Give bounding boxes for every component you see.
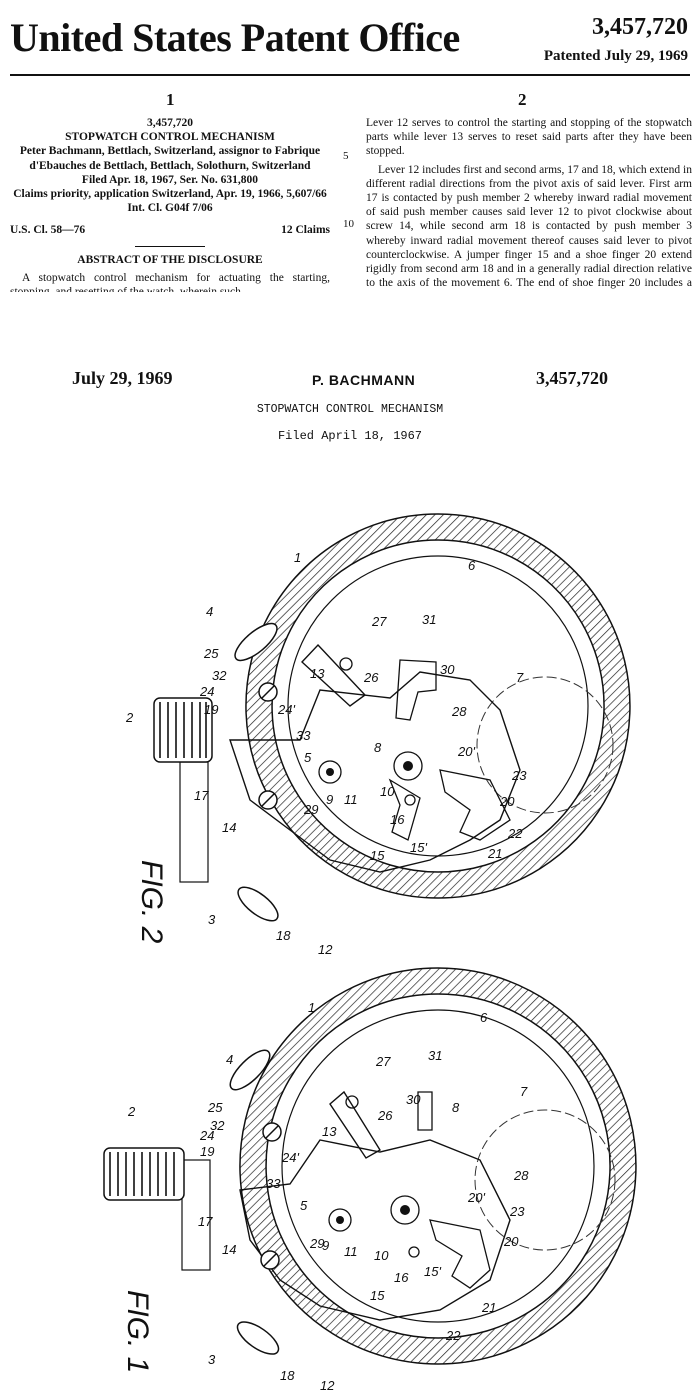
- fig-1-label: FIG. 1: [121, 1290, 154, 1374]
- int-cl-line: Int. Cl. G04f 7/06: [127, 202, 213, 215]
- ref-4: 4: [226, 1052, 234, 1067]
- patented-date: Patented July 29, 1969: [543, 48, 688, 64]
- ref-5: 5: [304, 750, 312, 765]
- ref-8: 8: [452, 1100, 460, 1115]
- ref-9: 9: [326, 792, 334, 807]
- classification-row: [10, 223, 330, 237]
- ref-26: 26: [364, 670, 379, 685]
- paragraph-1: Lever 12 serves to control the starting and stopping of the stopwatch parts while lever 13 serves to reset said parts after they have been stopped.: [366, 117, 692, 158]
- ref-12: 12: [318, 942, 333, 957]
- ref-4: 4: [206, 604, 214, 619]
- ref-7: 7: [516, 670, 524, 685]
- ref-10: 10: [380, 784, 395, 799]
- ref-18: 18: [276, 928, 291, 943]
- ref-23: 23: [510, 1204, 525, 1219]
- ref-15: 15: [370, 848, 385, 863]
- header-rule: [10, 74, 690, 76]
- ref-33: 33: [296, 728, 311, 743]
- ref-19: 19: [204, 702, 219, 717]
- ref-13: 13: [322, 1124, 337, 1139]
- paragraph-2: Lever 12 includes first and second arms, 17 and 18, which extend in different radial directions from the pivot axis of said lever. First arm 17 is contacted by push member 2 whereby inward radial movement of said push member causes said lever 12 to pivot clockwise about screw 14, while second arm 18 is contacted by push member 3 whereby inward radial movement thereof causes said lever to pivot counterclockwise. A jumper finger 15 and a shoe finger 20 extend rigidly from second arm 18 and in a generally radial direction relative to the axis of the movement 6. The end of shoe finger 20 includes a: [366, 163, 692, 290]
- ref-20: 20: [500, 794, 515, 809]
- ref-10: 10: [374, 1248, 389, 1263]
- jumper-15: [390, 780, 420, 840]
- ref-32: 32: [212, 668, 227, 683]
- ref-24: 24: [200, 1128, 215, 1143]
- ref-3: 3: [208, 912, 216, 927]
- claims-count: 12 Claims: [281, 224, 330, 237]
- ref-22: 22: [446, 1328, 461, 1343]
- patent-number: 3,457,720: [592, 14, 688, 40]
- ref-16: 16: [394, 1270, 409, 1285]
- ref-18: 18: [280, 1368, 295, 1383]
- sheet-number: 3,457,720: [536, 368, 608, 388]
- office-title: United States Patent Office: [10, 15, 460, 60]
- ref-2: 2: [128, 1104, 136, 1119]
- line-number-5: 5: [343, 150, 349, 162]
- line-number-10: 10: [343, 218, 354, 230]
- ref-14: 14: [222, 1242, 237, 1257]
- us-cl: U.S. Cl. 58—76: [10, 224, 86, 237]
- abstract-text: A stopwatch control mechanism for actuating the starting,: [22, 271, 330, 284]
- ref-25: 25: [208, 1100, 223, 1115]
- ref-33: 33: [266, 1176, 281, 1191]
- patent-drawings: [0, 440, 700, 1398]
- ref-21: 21: [488, 846, 503, 861]
- ref-31: 31: [422, 612, 437, 627]
- lever-30: [396, 660, 436, 720]
- ref-29: 29: [310, 1236, 325, 1251]
- ref-15p: 15': [424, 1264, 441, 1279]
- sheet-filed: Filed April 18, 1967: [277, 429, 423, 443]
- movement-plate: [288, 556, 588, 856]
- ref-25: 25: [204, 646, 219, 661]
- ref-21: 21: [482, 1300, 497, 1315]
- ref-17: 17: [194, 788, 209, 803]
- ref-20p: 20': [468, 1190, 485, 1205]
- ref-30: 30: [406, 1092, 421, 1107]
- ref-20p: 20': [458, 744, 475, 759]
- figure-2: [125, 514, 630, 957]
- ref-6: 6: [468, 558, 476, 573]
- ref-28: 28: [452, 704, 467, 719]
- ref-11: 11: [344, 792, 358, 807]
- ref-3: 3: [208, 1352, 216, 1367]
- ref-29: 29: [304, 802, 319, 817]
- page-cut: [0, 292, 700, 326]
- ref-23: 23: [512, 768, 527, 783]
- column-number-left: 1: [166, 90, 175, 109]
- ref-24p: 24': [282, 1150, 299, 1165]
- ref-8: 8: [374, 740, 382, 755]
- abstract-rule: [135, 246, 205, 247]
- fig-2-label: FIG. 2: [135, 860, 168, 944]
- ref-14: 14: [222, 820, 237, 835]
- ref-1: 1: [294, 550, 302, 565]
- sheet-date: July 29, 1969: [72, 368, 173, 388]
- patent-id: 3,457,720: [147, 117, 193, 129]
- ref-31: 31: [428, 1048, 443, 1063]
- ref-19: 19: [200, 1144, 215, 1159]
- filed-line: Filed Apr. 18, 1967, Ser. No. 631,800: [81, 173, 259, 186]
- right-column: [366, 116, 692, 305]
- ref-12: 12: [320, 1378, 335, 1393]
- ref-1: 1: [308, 1000, 316, 1015]
- ref-22: 22: [508, 826, 523, 841]
- ref-13: 13: [310, 666, 325, 681]
- patent-title: STOPWATCH CONTROL MECHANISM: [65, 131, 275, 144]
- ref-17: 17: [198, 1214, 213, 1229]
- sheet-title: STOPWATCH CONTROL MECHANISM: [256, 403, 444, 416]
- ref-11: 11: [344, 1244, 358, 1259]
- ref-7: 7: [520, 1084, 528, 1099]
- sheet-inventor: P. BACHMANN: [312, 372, 416, 388]
- abstract-title: ABSTRACT OF THE DISCLOSURE: [77, 253, 263, 266]
- ref-28: 28: [514, 1168, 529, 1183]
- ref-32: 32: [210, 1118, 225, 1133]
- ref-27: 27: [372, 614, 387, 629]
- priority-line: Claims priority, application Switzerland, Apr. 19, 1966, 5,607/66: [13, 188, 327, 201]
- ref-24p: 24': [278, 702, 295, 717]
- inventor-line: Peter Bachmann, Bettlach, Switzerland, assignor to Fabrique d'Ebauches de Bettlach, Bettlach, Solothurn, Switzerland: [19, 145, 321, 172]
- ref-2: 2: [126, 710, 134, 725]
- stem: [180, 762, 208, 882]
- ref-26: 26: [378, 1108, 393, 1123]
- left-column: [10, 116, 330, 299]
- ref-24: 24: [200, 684, 215, 699]
- pusher-3: [233, 881, 283, 926]
- ref-5: 5: [300, 1198, 308, 1213]
- ref-9: 9: [322, 1238, 330, 1253]
- case-ring-fig1: [240, 968, 636, 1364]
- ref-15p: 15': [410, 840, 427, 855]
- ref-27: 27: [376, 1054, 391, 1069]
- ref-6: 6: [480, 1010, 488, 1025]
- ref-16: 16: [390, 812, 405, 827]
- figure-1: [104, 968, 636, 1393]
- ref-15: 15: [370, 1288, 385, 1303]
- column-number-right: 2: [518, 90, 527, 109]
- ref-30: 30: [440, 662, 455, 677]
- ref-20: 20: [504, 1234, 519, 1249]
